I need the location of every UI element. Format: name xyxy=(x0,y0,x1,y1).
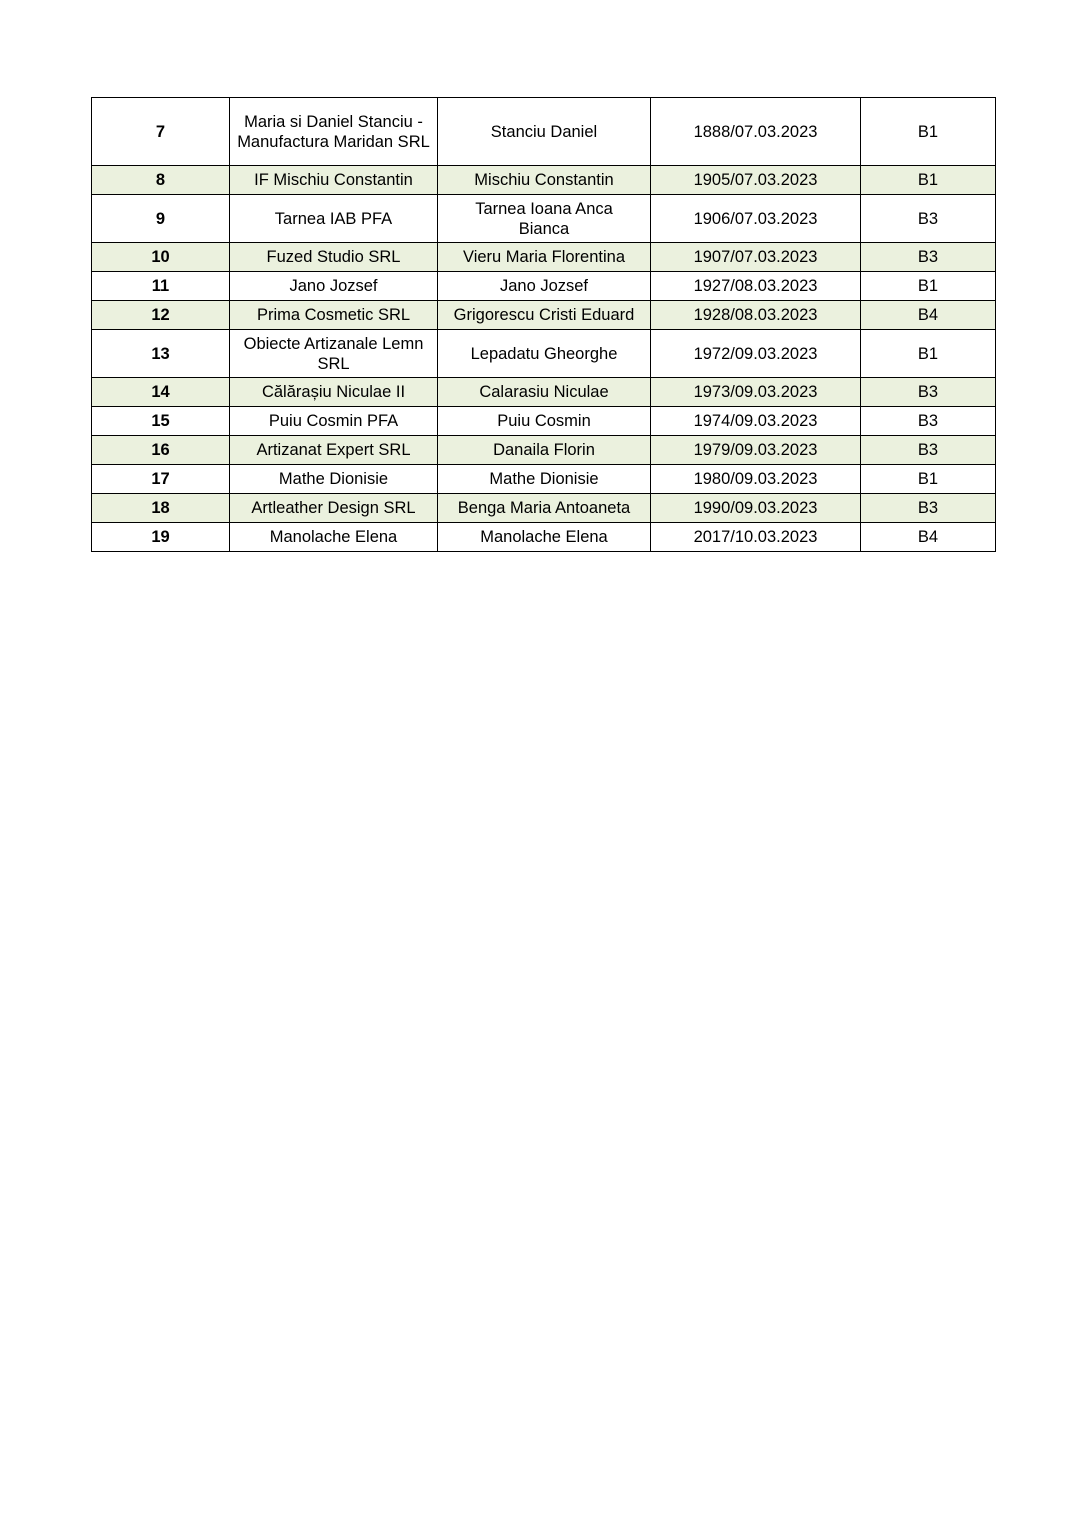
category-cell: B3 xyxy=(861,407,996,436)
row-number-cell: 10 xyxy=(92,243,230,272)
category-cell: B1 xyxy=(861,465,996,494)
company-cell: Maria si Daniel Stanciu - Manufactura Maridan SRL xyxy=(230,98,438,166)
table-row xyxy=(92,407,996,436)
table-row xyxy=(92,494,996,523)
company-cell: Puiu Cosmin PFA xyxy=(230,407,438,436)
table-row xyxy=(92,436,996,465)
registration-cell: 1927/08.03.2023 xyxy=(651,272,861,301)
row-number-cell: 16 xyxy=(92,436,230,465)
person-cell: Benga Maria Antoaneta xyxy=(438,494,651,523)
company-cell: Mathe Dionisie xyxy=(230,465,438,494)
table-row xyxy=(92,166,996,195)
company-cell: Călărașiu Niculae II xyxy=(230,378,438,407)
category-cell: B3 xyxy=(861,378,996,407)
company-cell: Fuzed Studio SRL xyxy=(230,243,438,272)
registry-table xyxy=(91,97,996,552)
person-cell: Mischiu Constantin xyxy=(438,166,651,195)
row-number-cell: 14 xyxy=(92,378,230,407)
table-row xyxy=(92,523,996,552)
table-row xyxy=(92,378,996,407)
category-cell: B4 xyxy=(861,523,996,552)
registration-cell: 2017/10.03.2023 xyxy=(651,523,861,552)
table-row xyxy=(92,195,996,243)
table-row xyxy=(92,330,996,378)
category-cell: B4 xyxy=(861,301,996,330)
registration-cell: 1974/09.03.2023 xyxy=(651,407,861,436)
row-number-cell: 8 xyxy=(92,166,230,195)
category-cell: B1 xyxy=(861,166,996,195)
person-cell: Stanciu Daniel xyxy=(438,98,651,166)
registration-cell: 1972/09.03.2023 xyxy=(651,330,861,378)
category-cell: B3 xyxy=(861,195,996,243)
row-number-cell: 9 xyxy=(92,195,230,243)
person-cell: Puiu Cosmin xyxy=(438,407,651,436)
category-cell: B1 xyxy=(861,272,996,301)
row-number-cell: 17 xyxy=(92,465,230,494)
company-cell: Artleather Design SRL xyxy=(230,494,438,523)
table-row xyxy=(92,98,996,166)
registration-cell: 1990/09.03.2023 xyxy=(651,494,861,523)
row-number-cell: 11 xyxy=(92,272,230,301)
company-cell: Prima Cosmetic SRL xyxy=(230,301,438,330)
table-row xyxy=(92,465,996,494)
row-number-cell: 12 xyxy=(92,301,230,330)
registration-cell: 1979/09.03.2023 xyxy=(651,436,861,465)
person-cell: Grigorescu Cristi Eduard xyxy=(438,301,651,330)
row-number-cell: 15 xyxy=(92,407,230,436)
company-cell: Artizanat Expert SRL xyxy=(230,436,438,465)
row-number-cell: 7 xyxy=(92,98,230,166)
person-cell: Vieru Maria Florentina xyxy=(438,243,651,272)
registration-cell: 1906/07.03.2023 xyxy=(651,195,861,243)
company-cell: Jano Jozsef xyxy=(230,272,438,301)
registration-cell: 1980/09.03.2023 xyxy=(651,465,861,494)
category-cell: B3 xyxy=(861,436,996,465)
table-row xyxy=(92,272,996,301)
category-cell: B1 xyxy=(861,330,996,378)
person-cell: Tarnea Ioana Anca Bianca xyxy=(438,195,651,243)
registration-cell: 1907/07.03.2023 xyxy=(651,243,861,272)
row-number-cell: 13 xyxy=(92,330,230,378)
person-cell: Danaila Florin xyxy=(438,436,651,465)
table-row xyxy=(92,301,996,330)
registration-cell: 1973/09.03.2023 xyxy=(651,378,861,407)
table-row xyxy=(92,243,996,272)
company-cell: IF Mischiu Constantin xyxy=(230,166,438,195)
registration-cell: 1928/08.03.2023 xyxy=(651,301,861,330)
category-cell: B3 xyxy=(861,243,996,272)
registration-cell: 1888/07.03.2023 xyxy=(651,98,861,166)
row-number-cell: 19 xyxy=(92,523,230,552)
person-cell: Jano Jozsef xyxy=(438,272,651,301)
person-cell: Mathe Dionisie xyxy=(438,465,651,494)
person-cell: Lepadatu Gheorghe xyxy=(438,330,651,378)
row-number-cell: 18 xyxy=(92,494,230,523)
company-cell: Tarnea IAB PFA xyxy=(230,195,438,243)
person-cell: Calarasiu Niculae xyxy=(438,378,651,407)
category-cell: B3 xyxy=(861,494,996,523)
category-cell: B1 xyxy=(861,98,996,166)
company-cell: Manolache Elena xyxy=(230,523,438,552)
registration-cell: 1905/07.03.2023 xyxy=(651,166,861,195)
person-cell: Manolache Elena xyxy=(438,523,651,552)
company-cell: Obiecte Artizanale Lemn SRL xyxy=(230,330,438,378)
